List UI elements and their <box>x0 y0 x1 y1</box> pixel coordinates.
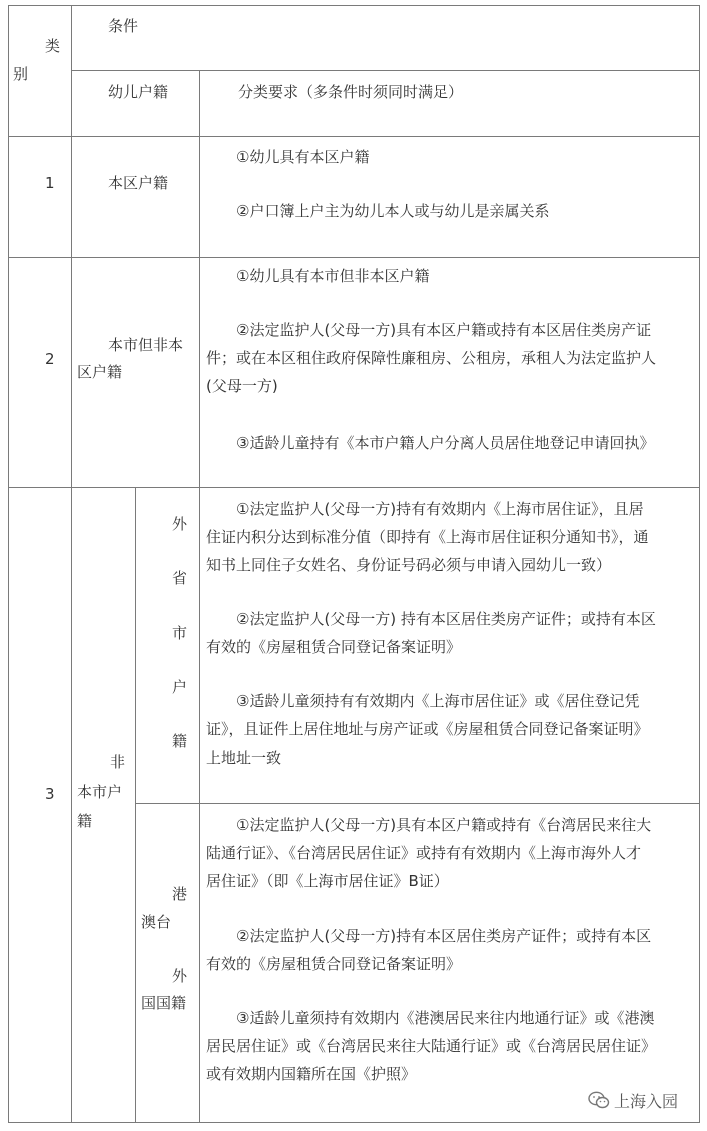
sub-b-req1-line2: 陆通行证》、《台湾居民居住证》或持有有效期内《上海市海外人才 <box>206 844 642 862</box>
header-youer-huji: 幼儿户籍 <box>108 83 169 101</box>
sub-a-req1-line1: ①法定监护人(父母一方)持有有效期内《上海市居住证》，且居 <box>236 500 644 518</box>
row1-req1: ①幼儿具有本区户籍 <box>236 148 370 166</box>
row3-huji-line3: 籍 <box>77 812 93 830</box>
header-divider <box>71 70 700 71</box>
row3-huji-line2: 本市户 <box>77 783 123 801</box>
sub-a-label-char: 户 <box>172 678 188 696</box>
sub-a-req2-line1: ②法定监护人(父母一方) 持有本区居住类房产证件；或持有本区 <box>236 610 656 628</box>
header-fenlei-yaoqiu: 分类要求（多条件时须同时满足） <box>238 83 464 101</box>
row2-huji-line1: 本市但非本 <box>108 336 184 354</box>
watermark-text: 上海入园 <box>614 1091 679 1111</box>
table-border-right <box>699 5 700 1123</box>
sub-a-label-char: 籍 <box>172 732 188 750</box>
sub-a-req3-line1: ③适龄儿童须持有有效期内《上海市居住证》或《居住登记凭 <box>236 692 640 710</box>
col-divider-sub <box>135 487 136 1123</box>
row-divider-1 <box>8 136 700 137</box>
col-divider-2b <box>199 487 200 1123</box>
header-lei: 类 <box>45 37 61 55</box>
watermark <box>588 1088 678 1112</box>
sub-b-label-line1: 港 <box>172 885 188 903</box>
col-divider-2a <box>199 70 200 488</box>
row2-huji-line2: 区户籍 <box>77 363 123 381</box>
table-border-left <box>8 5 9 1123</box>
row2-req1: ①幼儿具有本市但非本区户籍 <box>236 267 430 285</box>
header-bie: 别 <box>13 65 29 83</box>
sub-a-req3-line2: 证》，且证件上居住地址与房产证或《房屋租赁合同登记备案证明》 <box>206 720 649 738</box>
row2-req2-line3: (父母一方) <box>206 377 278 395</box>
row3-huji-line1: 非 <box>110 753 126 771</box>
table-border-top <box>8 5 700 6</box>
col-divider-1 <box>71 5 72 1123</box>
sub-a-label-char: 省 <box>172 569 188 587</box>
row-divider-3 <box>8 487 700 488</box>
sub-a-req2-line2: 有效的《房屋租赁合同登记备案证明》 <box>206 638 462 656</box>
row1-number: 1 <box>45 174 55 192</box>
sub-a-label-char: 外 <box>172 515 188 533</box>
sub-a-req1-line3: 知书上同住子女姓名、身份证号码必须与申请入园幼儿一致） <box>206 556 612 574</box>
row1-huji: 本区户籍 <box>108 174 169 192</box>
row2-number: 2 <box>45 350 55 368</box>
sub-b-label-line4: 国国籍 <box>141 994 187 1012</box>
sub-b-req3-line2: 居民居住证》或《台湾居民来往大陆通行证》或《台湾居民居住证》 <box>206 1037 657 1055</box>
row2-req2-line2: 件；或在本区租住政府保障性廉租房、公租房，承租人为法定监护人 <box>206 349 657 367</box>
sub-a-label-char: 市 <box>172 624 188 642</box>
table-border-bottom <box>8 1122 700 1123</box>
sub-b-label-line2: 澳台 <box>141 913 172 931</box>
sub-a-req1-line2: 住证内积分达到标准分值（即持有《上海市居住证积分通知书》，通 <box>206 528 649 546</box>
sub-b-req1-line3: 居住证》（即《上海市居住证》B证） <box>206 872 449 890</box>
wechat-icon <box>588 1091 610 1109</box>
sub-row-divider <box>135 803 700 804</box>
sub-b-req2-line2: 有效的《房屋租赁合同登记备案证明》 <box>206 955 462 973</box>
sub-a-req3-line3: 上地址一致 <box>206 749 282 767</box>
row3-number: 3 <box>45 785 55 803</box>
row2-req3: ③适龄儿童持有《本市户籍人户分离人员居住地登记申请回执》 <box>236 434 655 452</box>
sub-b-req2-line1: ②法定监护人(父母一方)持有本区居住类房产证件；或持有本区 <box>236 927 652 945</box>
row1-req2: ②户口簿上户主为幼儿本人或与幼儿是亲属关系 <box>236 202 550 220</box>
sub-b-req3-line1: ③适龄儿童须持有效期内《港澳居民来往内地通行证》或《港澳 <box>236 1009 655 1027</box>
row2-req2-line1: ②法定监护人(父母一方)具有本区户籍或持有本区居住类房产证 <box>236 321 652 339</box>
row-divider-2 <box>8 257 700 258</box>
header-tiaojian: 条件 <box>108 17 139 35</box>
sub-b-req1-line1: ①法定监护人(父母一方)具有本区户籍或持有《台湾居民来往大 <box>236 816 652 834</box>
sub-b-req3-line3: 或有效期内国籍所在国《护照》 <box>206 1065 417 1083</box>
sub-b-label-line3: 外 <box>172 967 188 985</box>
